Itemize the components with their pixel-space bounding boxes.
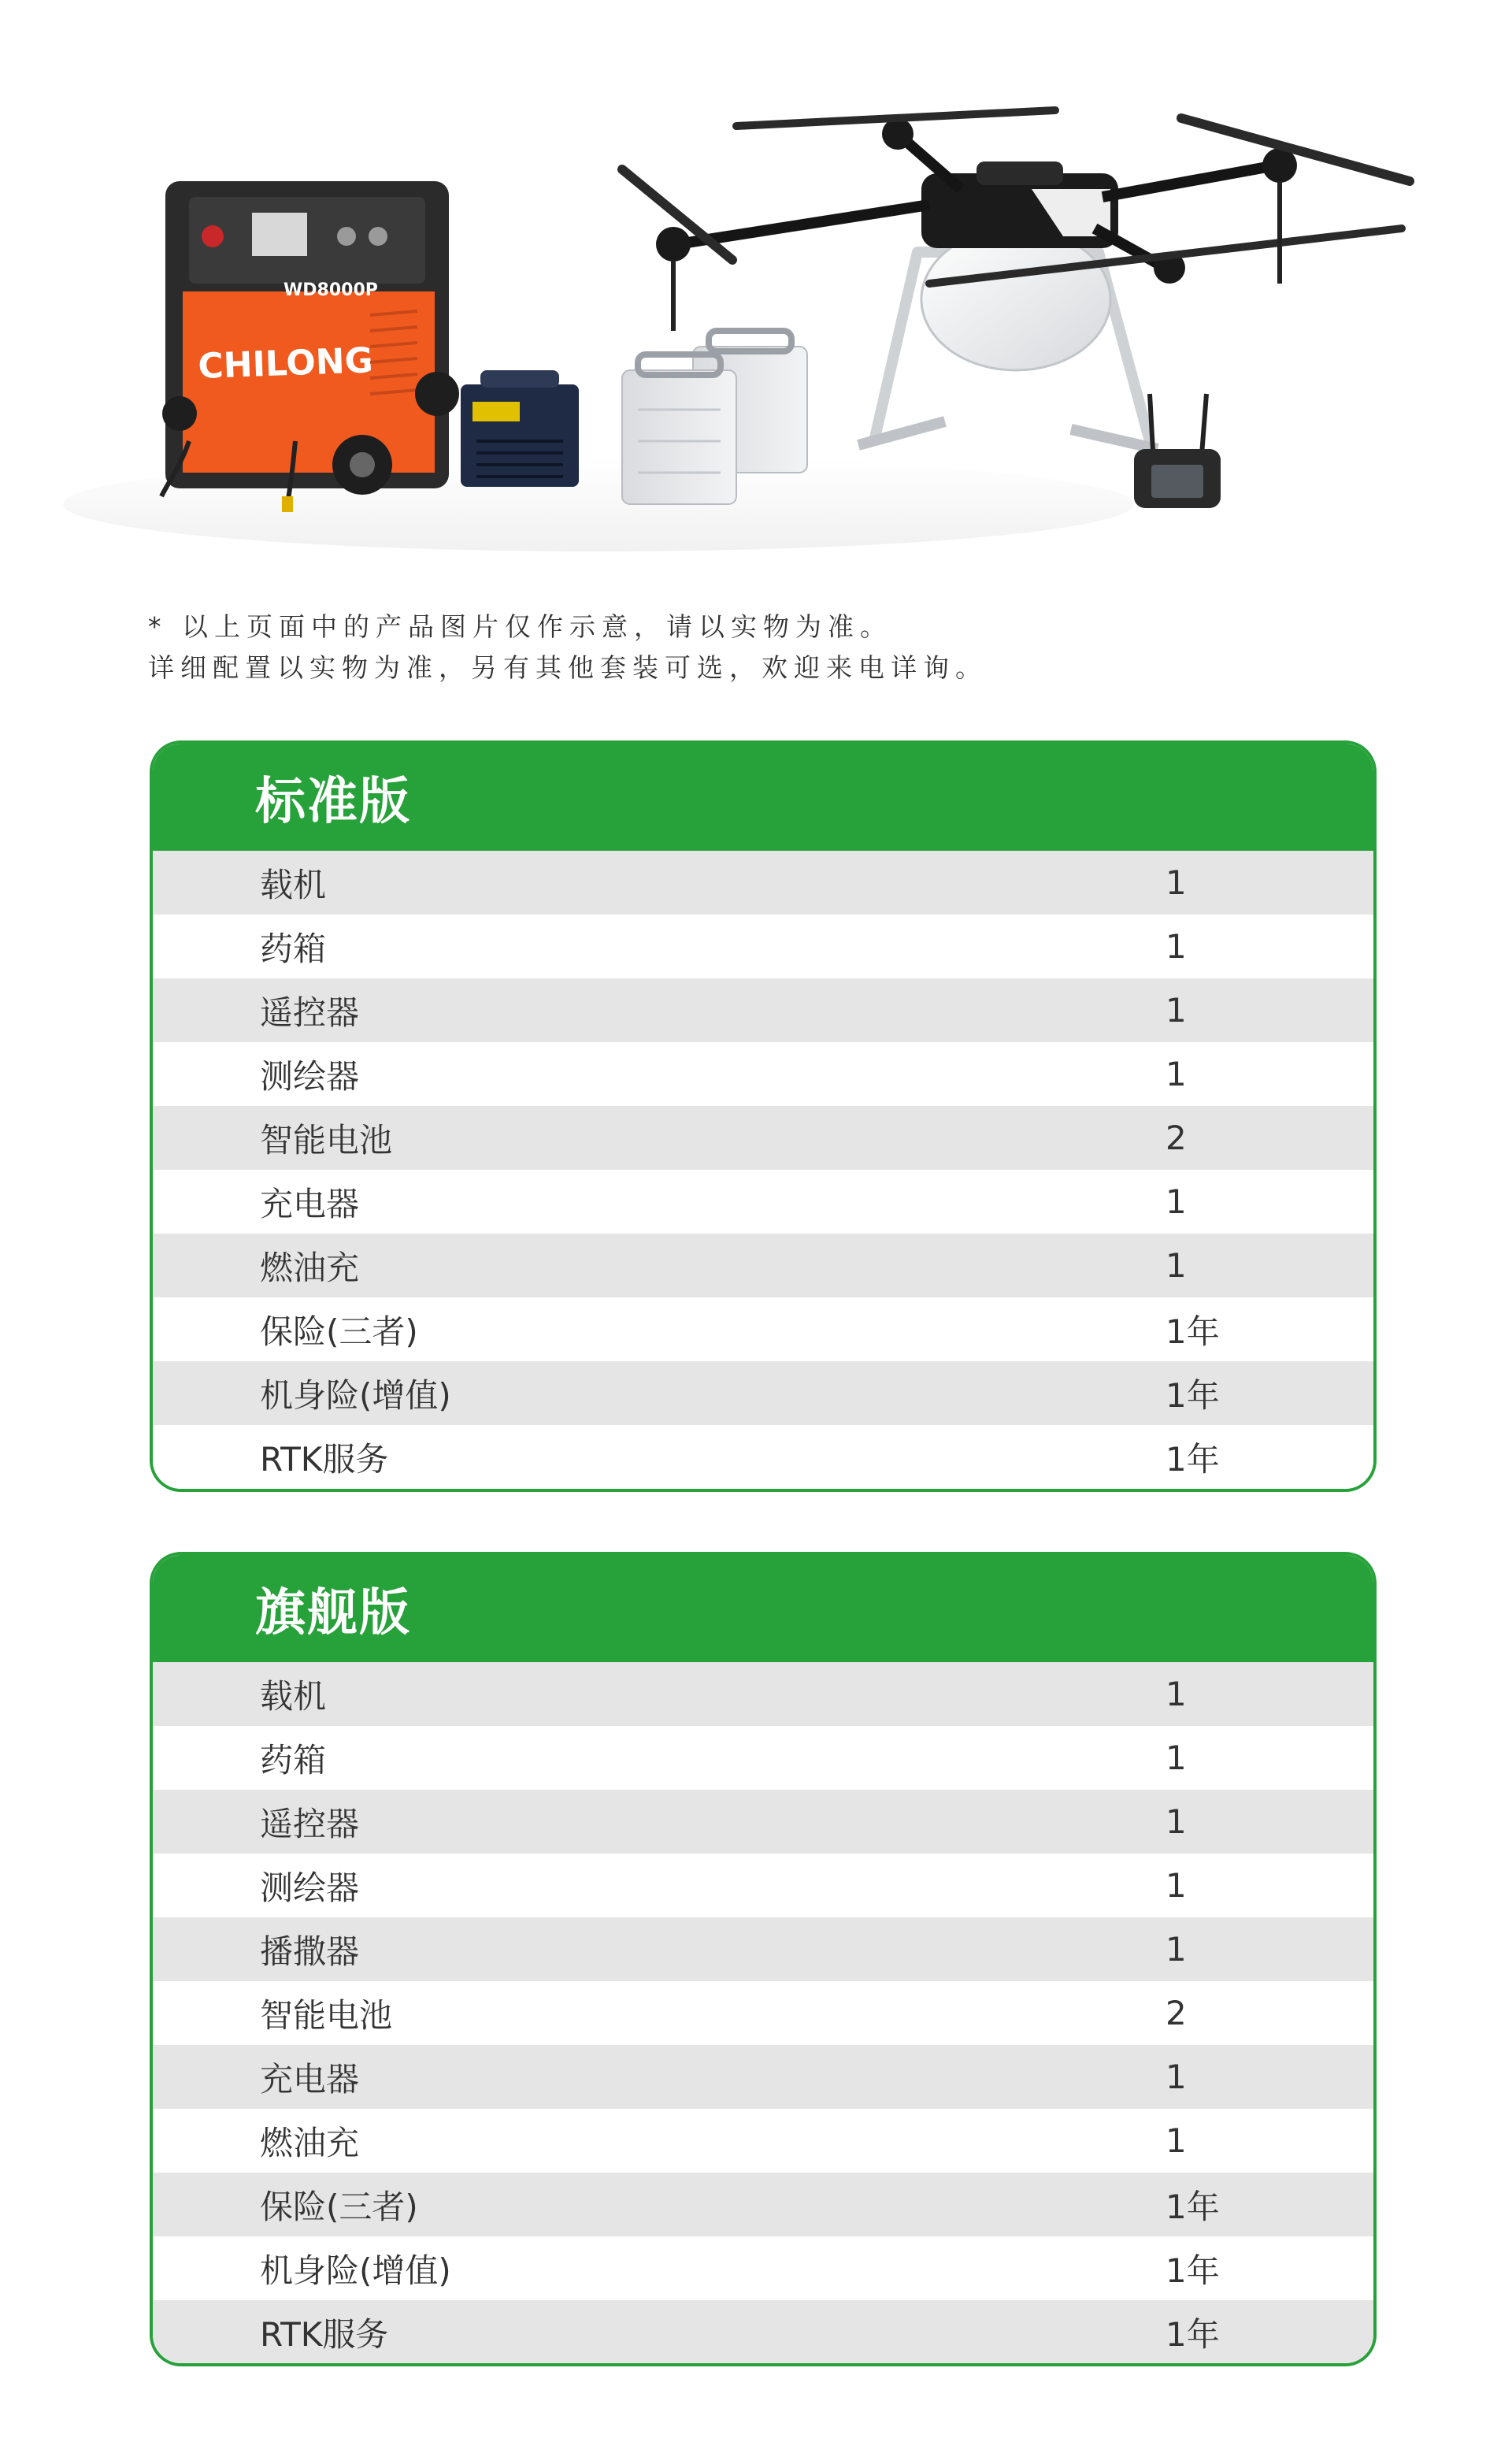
standard-package-table [150, 740, 1377, 1492]
table-row [153, 1106, 1373, 1170]
charger [461, 370, 579, 487]
table-row [153, 2045, 1373, 2109]
item-name: 充电器 [260, 2059, 360, 2099]
item-name: 遥控器 [260, 1804, 360, 1843]
item-quantity: 1 [1166, 1246, 1187, 1285]
table-row [153, 2300, 1373, 2364]
item-name: 药箱 [260, 929, 327, 968]
table-row [153, 1425, 1373, 1489]
item-quantity: 1年 [1166, 1312, 1220, 1351]
item-name: 保险(三者) [260, 1312, 418, 1351]
table-row [153, 1790, 1373, 1854]
item-quantity: 1 [1166, 1930, 1187, 1969]
item-quantity: 1 [1166, 1055, 1187, 1093]
table-row [153, 2109, 1373, 2173]
item-name: 测绘器 [260, 1056, 360, 1096]
item-name: 燃油充 [260, 1248, 360, 1287]
table-row [153, 1361, 1373, 1425]
table-row [153, 2173, 1373, 2236]
standard-package-title: 标准版 [153, 744, 1373, 851]
item-name: 药箱 [260, 1740, 327, 1780]
table-row [153, 1042, 1373, 1106]
item-quantity: 1 [1166, 2058, 1187, 2096]
table-row [153, 1981, 1373, 2045]
item-quantity: 1年 [1166, 2251, 1220, 2290]
item-name: 机身险(增值) [260, 1375, 451, 1415]
item-name: 遥控器 [260, 993, 360, 1032]
generator-brand: CHILONG [197, 340, 374, 387]
table-row [153, 1726, 1373, 1790]
item-quantity: 1 [1166, 1739, 1187, 1777]
table-row [153, 2236, 1373, 2300]
table-row [153, 1234, 1373, 1297]
table-row [153, 915, 1373, 978]
item-quantity: 1年 [1166, 2187, 1220, 2226]
table-row [153, 1917, 1373, 1981]
item-name: RTK服务 [260, 2314, 389, 2354]
generator-model: WD8000P [284, 280, 378, 300]
item-quantity: 1 [1166, 1182, 1187, 1221]
item-quantity: 1 [1166, 1802, 1187, 1841]
disclaimer-line-2: 详细配置以实物为准，另有其他套装可选，欢迎来电详询。 [148, 652, 988, 683]
item-quantity: 1 [1166, 991, 1187, 1030]
item-quantity: 1 [1166, 863, 1187, 902]
item-quantity: 1年 [1166, 1375, 1220, 1415]
flagship-package-rows [153, 1662, 1373, 2364]
table-row [153, 1297, 1373, 1361]
table-row [153, 1854, 1373, 1917]
item-name: 机身险(增值) [260, 2251, 451, 2290]
item-quantity: 1 [1166, 1866, 1187, 1905]
item-name: 充电器 [260, 1184, 360, 1223]
item-name: 载机 [260, 865, 327, 904]
item-quantity: 1 [1166, 1675, 1187, 1713]
flagship-package-title: 旗舰版 [153, 1555, 1373, 1662]
item-quantity: 2 [1166, 1994, 1187, 2032]
generator [161, 181, 459, 512]
disclaimer-line-1: * 以上页面中的产品图片仅作示意，请以实物为准。 [148, 611, 892, 642]
table-row [153, 1662, 1373, 1726]
item-name: RTK服务 [260, 1439, 389, 1479]
item-quantity: 1年 [1166, 1439, 1220, 1479]
item-name: 保险(三者) [260, 2187, 418, 2226]
item-name: 智能电池 [260, 1995, 393, 2035]
disclaimer-notes [148, 607, 1377, 688]
item-name: 燃油充 [260, 2123, 360, 2162]
item-name: 智能电池 [260, 1120, 393, 1160]
item-quantity: 1 [1166, 927, 1187, 966]
standard-package-rows [153, 851, 1373, 1489]
item-quantity: 1 [1166, 2121, 1187, 2160]
item-quantity: 2 [1166, 1119, 1187, 1157]
table-row [153, 851, 1373, 915]
flagship-package-table [150, 1552, 1377, 2366]
table-row [153, 1170, 1373, 1234]
item-quantity: 1年 [1166, 2314, 1220, 2354]
item-name: 测绘器 [260, 1868, 360, 1907]
table-row [153, 978, 1373, 1042]
product-photo [0, 0, 1512, 567]
item-name: 载机 [260, 1676, 327, 1716]
product-illustration [0, 0, 1512, 567]
item-name: 播撒器 [260, 1932, 360, 1971]
